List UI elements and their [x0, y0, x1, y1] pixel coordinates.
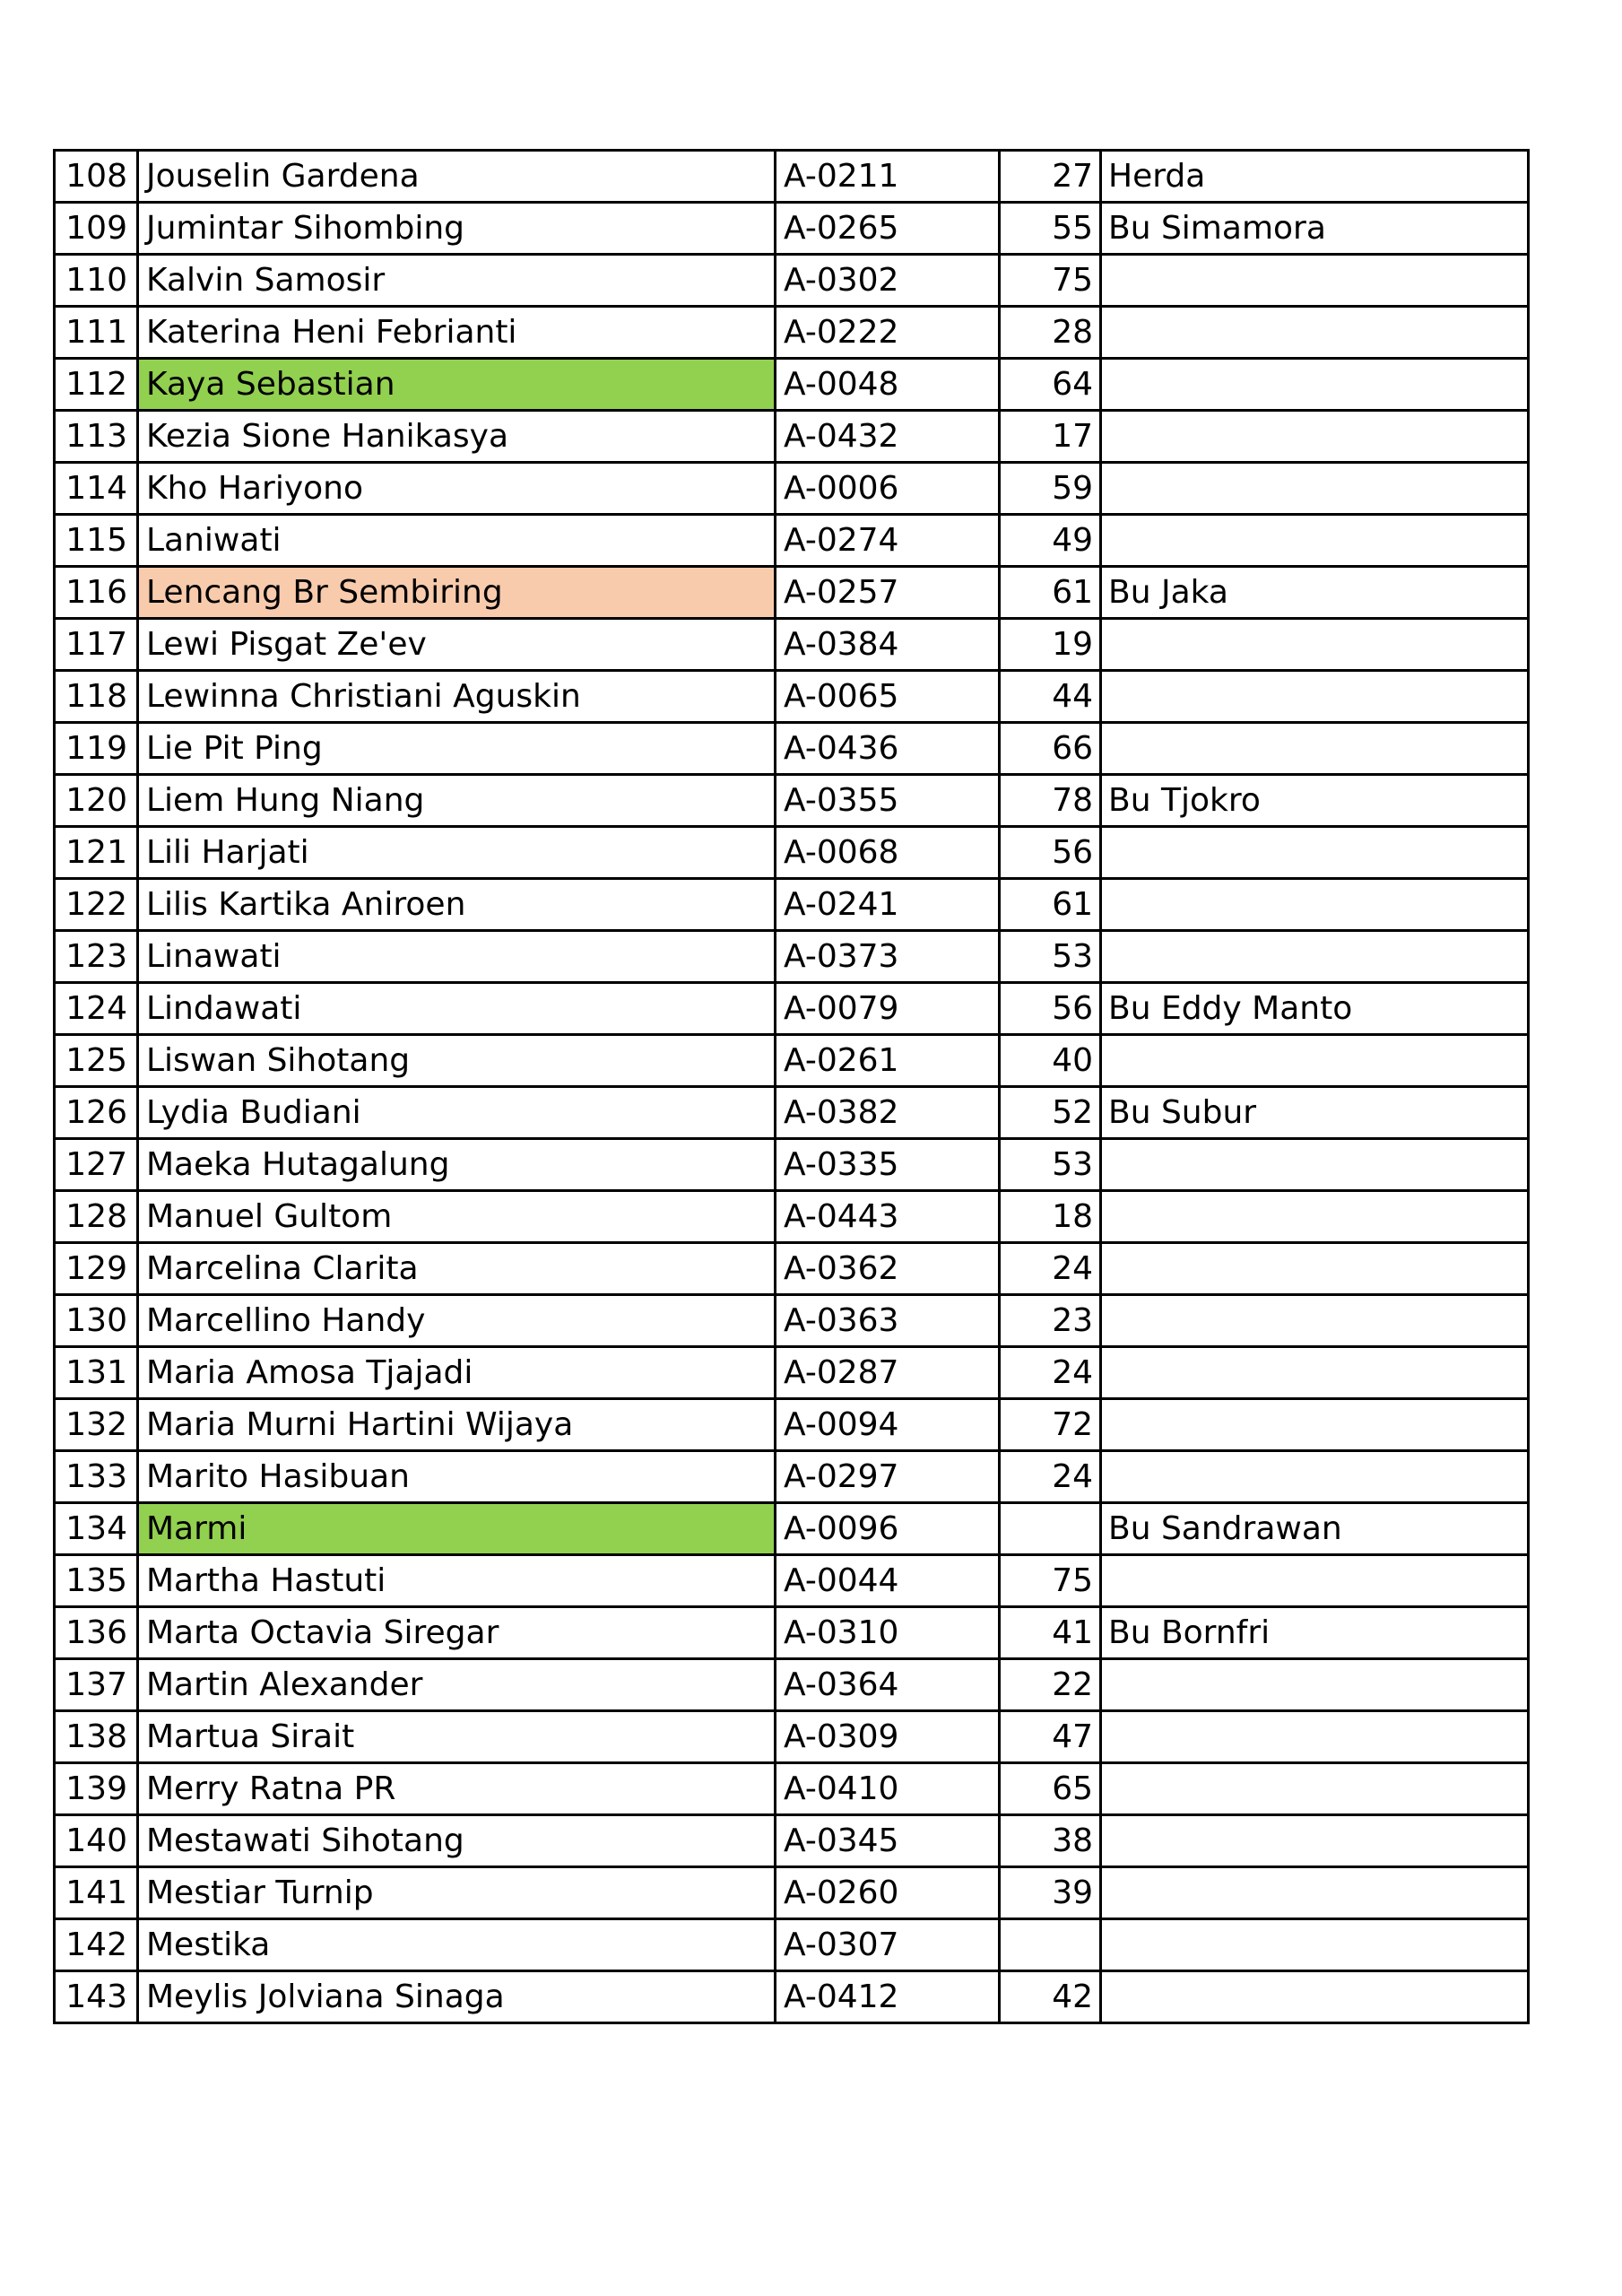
age-cell: 64	[1000, 359, 1101, 411]
name-cell: Meylis Jolviana Sinaga	[138, 1971, 776, 2023]
member-code-cell: A-0297	[776, 1451, 1000, 1503]
table-row	[55, 1763, 1529, 1815]
age-cell: 55	[1000, 203, 1101, 255]
table-row	[55, 1711, 1529, 1763]
name-cell: Mestika	[138, 1919, 776, 1971]
member-code-cell: A-0096	[776, 1503, 1000, 1555]
note-cell	[1101, 1971, 1529, 2023]
name-cell: Lie Pit Ping	[138, 723, 776, 775]
name-cell: Marito Hasibuan	[138, 1451, 776, 1503]
row-number-cell: 124	[55, 983, 138, 1035]
member-code-cell: A-0257	[776, 567, 1000, 619]
member-code-cell: A-0310	[776, 1607, 1000, 1659]
note-cell: Bu Eddy Manto	[1101, 983, 1529, 1035]
row-number-cell: 119	[55, 723, 138, 775]
table-row	[55, 827, 1529, 879]
name-cell: Maria Murni Hartini Wijaya	[138, 1399, 776, 1451]
member-code-cell: A-0382	[776, 1087, 1000, 1139]
row-number-cell: 140	[55, 1815, 138, 1867]
note-cell	[1101, 1035, 1529, 1087]
name-cell: Jumintar Sihombing	[138, 203, 776, 255]
member-code-cell: A-0261	[776, 1035, 1000, 1087]
age-cell: 24	[1000, 1347, 1101, 1399]
member-code-cell: A-0410	[776, 1763, 1000, 1815]
note-cell	[1101, 1763, 1529, 1815]
age-cell: 56	[1000, 827, 1101, 879]
member-code-cell: A-0309	[776, 1711, 1000, 1763]
age-cell: 65	[1000, 1763, 1101, 1815]
table-row	[55, 515, 1529, 567]
name-cell: Kezia Sione Hanikasya	[138, 411, 776, 463]
note-cell: Bu Subur	[1101, 1087, 1529, 1139]
row-number-cell: 138	[55, 1711, 138, 1763]
member-code-cell: A-0363	[776, 1295, 1000, 1347]
table-row	[55, 619, 1529, 671]
age-cell: 24	[1000, 1243, 1101, 1295]
age-cell: 23	[1000, 1295, 1101, 1347]
member-code-cell: A-0287	[776, 1347, 1000, 1399]
note-cell	[1101, 1555, 1529, 1607]
row-number-cell: 128	[55, 1191, 138, 1243]
table-row	[55, 1555, 1529, 1607]
member-code-cell: A-0373	[776, 931, 1000, 983]
row-number-cell: 133	[55, 1451, 138, 1503]
age-cell: 40	[1000, 1035, 1101, 1087]
member-code-cell: A-0222	[776, 307, 1000, 359]
row-number-cell: 110	[55, 255, 138, 307]
note-cell	[1101, 1347, 1529, 1399]
table-row	[55, 1035, 1529, 1087]
name-cell: Martha Hastuti	[138, 1555, 776, 1607]
note-cell	[1101, 619, 1529, 671]
row-number-cell: 123	[55, 931, 138, 983]
row-number-cell: 118	[55, 671, 138, 723]
note-cell: Bu Simamora	[1101, 203, 1529, 255]
table-row	[55, 151, 1529, 203]
member-code-cell: A-0384	[776, 619, 1000, 671]
table-row	[55, 723, 1529, 775]
table-row	[55, 255, 1529, 307]
age-cell: 42	[1000, 1971, 1101, 2023]
name-cell: Katerina Heni Febrianti	[138, 307, 776, 359]
member-code-cell: A-0432	[776, 411, 1000, 463]
row-number-cell: 115	[55, 515, 138, 567]
age-cell: 78	[1000, 775, 1101, 827]
row-number-cell: 126	[55, 1087, 138, 1139]
row-number-cell: 135	[55, 1555, 138, 1607]
note-cell	[1101, 827, 1529, 879]
table-row	[55, 1347, 1529, 1399]
note-cell: Bu Sandrawan	[1101, 1503, 1529, 1555]
table-row	[55, 567, 1529, 619]
table-row	[55, 671, 1529, 723]
note-cell: Herda	[1101, 151, 1529, 203]
table-row	[55, 1971, 1529, 2023]
name-cell: Mestawati Sihotang	[138, 1815, 776, 1867]
row-number-cell: 114	[55, 463, 138, 515]
age-cell	[1000, 1503, 1101, 1555]
table-row	[55, 1139, 1529, 1191]
row-number-cell: 143	[55, 1971, 138, 2023]
row-number-cell: 137	[55, 1659, 138, 1711]
note-cell	[1101, 1451, 1529, 1503]
member-code-cell: A-0044	[776, 1555, 1000, 1607]
table-row	[55, 1451, 1529, 1503]
member-code-cell: A-0307	[776, 1919, 1000, 1971]
note-cell	[1101, 359, 1529, 411]
member-code-cell: A-0443	[776, 1191, 1000, 1243]
age-cell: 44	[1000, 671, 1101, 723]
row-number-cell: 141	[55, 1867, 138, 1919]
name-cell: Lydia Budiani	[138, 1087, 776, 1139]
table-row	[55, 879, 1529, 931]
name-cell: Linawati	[138, 931, 776, 983]
table-row	[55, 1503, 1529, 1555]
name-cell: Martua Sirait	[138, 1711, 776, 1763]
member-code-cell: A-0436	[776, 723, 1000, 775]
member-code-cell: A-0335	[776, 1139, 1000, 1191]
table-row	[55, 307, 1529, 359]
age-cell: 53	[1000, 931, 1101, 983]
name-cell: Lencang Br Sembiring	[138, 567, 776, 619]
name-cell: Kho Hariyono	[138, 463, 776, 515]
note-cell	[1101, 1919, 1529, 1971]
name-cell: Mestiar Turnip	[138, 1867, 776, 1919]
age-cell: 53	[1000, 1139, 1101, 1191]
table-row	[55, 1399, 1529, 1451]
member-code-cell: A-0068	[776, 827, 1000, 879]
note-cell	[1101, 1191, 1529, 1243]
row-number-cell: 109	[55, 203, 138, 255]
row-number-cell: 112	[55, 359, 138, 411]
name-cell: Kaya Sebastian	[138, 359, 776, 411]
member-code-cell: A-0362	[776, 1243, 1000, 1295]
note-cell	[1101, 1815, 1529, 1867]
table-row	[55, 1659, 1529, 1711]
age-cell: 59	[1000, 463, 1101, 515]
table-row	[55, 983, 1529, 1035]
note-cell	[1101, 255, 1529, 307]
member-table	[53, 149, 1530, 2024]
age-cell: 22	[1000, 1659, 1101, 1711]
note-cell	[1101, 1867, 1529, 1919]
name-cell: Maeka Hutagalung	[138, 1139, 776, 1191]
age-cell: 47	[1000, 1711, 1101, 1763]
row-number-cell: 127	[55, 1139, 138, 1191]
note-cell	[1101, 1139, 1529, 1191]
row-number-cell: 136	[55, 1607, 138, 1659]
age-cell	[1000, 1919, 1101, 1971]
age-cell: 56	[1000, 983, 1101, 1035]
table-row	[55, 1191, 1529, 1243]
age-cell: 49	[1000, 515, 1101, 567]
note-cell	[1101, 931, 1529, 983]
member-table-body	[55, 151, 1529, 2023]
age-cell: 18	[1000, 1191, 1101, 1243]
name-cell: Lewinna Christiani Aguskin	[138, 671, 776, 723]
age-cell: 24	[1000, 1451, 1101, 1503]
table-row	[55, 1607, 1529, 1659]
note-cell	[1101, 1295, 1529, 1347]
name-cell: Martin Alexander	[138, 1659, 776, 1711]
note-cell	[1101, 1659, 1529, 1711]
table-row	[55, 775, 1529, 827]
note-cell	[1101, 307, 1529, 359]
row-number-cell: 131	[55, 1347, 138, 1399]
note-cell	[1101, 671, 1529, 723]
table-row	[55, 1815, 1529, 1867]
age-cell: 28	[1000, 307, 1101, 359]
row-number-cell: 113	[55, 411, 138, 463]
member-code-cell: A-0355	[776, 775, 1000, 827]
age-cell: 75	[1000, 255, 1101, 307]
name-cell: Liem Hung Niang	[138, 775, 776, 827]
row-number-cell: 117	[55, 619, 138, 671]
age-cell: 19	[1000, 619, 1101, 671]
member-code-cell: A-0048	[776, 359, 1000, 411]
age-cell: 39	[1000, 1867, 1101, 1919]
table-row	[55, 1919, 1529, 1971]
member-code-cell: A-0265	[776, 203, 1000, 255]
name-cell: Merry Ratna PR	[138, 1763, 776, 1815]
table-row	[55, 359, 1529, 411]
member-code-cell: A-0345	[776, 1815, 1000, 1867]
name-cell: Marta Octavia Siregar	[138, 1607, 776, 1659]
row-number-cell: 108	[55, 151, 138, 203]
row-number-cell: 116	[55, 567, 138, 619]
age-cell: 72	[1000, 1399, 1101, 1451]
age-cell: 52	[1000, 1087, 1101, 1139]
row-number-cell: 122	[55, 879, 138, 931]
name-cell: Laniwati	[138, 515, 776, 567]
note-cell	[1101, 879, 1529, 931]
note-cell: Bu Jaka	[1101, 567, 1529, 619]
note-cell	[1101, 1243, 1529, 1295]
age-cell: 61	[1000, 879, 1101, 931]
age-cell: 41	[1000, 1607, 1101, 1659]
age-cell: 75	[1000, 1555, 1101, 1607]
note-cell	[1101, 1399, 1529, 1451]
note-cell	[1101, 515, 1529, 567]
note-cell	[1101, 723, 1529, 775]
name-cell: Manuel Gultom	[138, 1191, 776, 1243]
member-code-cell: A-0006	[776, 463, 1000, 515]
row-number-cell: 134	[55, 1503, 138, 1555]
member-code-cell: A-0079	[776, 983, 1000, 1035]
row-number-cell: 125	[55, 1035, 138, 1087]
age-cell: 38	[1000, 1815, 1101, 1867]
member-code-cell: A-0260	[776, 1867, 1000, 1919]
note-cell	[1101, 463, 1529, 515]
table-row	[55, 463, 1529, 515]
name-cell: Lili Harjati	[138, 827, 776, 879]
member-code-cell: A-0274	[776, 515, 1000, 567]
member-code-cell: A-0302	[776, 255, 1000, 307]
name-cell: Lilis Kartika Aniroen	[138, 879, 776, 931]
member-code-cell: A-0211	[776, 151, 1000, 203]
age-cell: 17	[1000, 411, 1101, 463]
name-cell: Liswan Sihotang	[138, 1035, 776, 1087]
row-number-cell: 120	[55, 775, 138, 827]
member-code-cell: A-0241	[776, 879, 1000, 931]
table-row	[55, 411, 1529, 463]
age-cell: 61	[1000, 567, 1101, 619]
age-cell: 27	[1000, 151, 1101, 203]
member-code-cell: A-0364	[776, 1659, 1000, 1711]
table-row	[55, 1295, 1529, 1347]
row-number-cell: 129	[55, 1243, 138, 1295]
row-number-cell: 139	[55, 1763, 138, 1815]
table-row	[55, 931, 1529, 983]
age-cell: 66	[1000, 723, 1101, 775]
table-row	[55, 1087, 1529, 1139]
name-cell: Maria Amosa Tjajadi	[138, 1347, 776, 1399]
name-cell: Kalvin Samosir	[138, 255, 776, 307]
table-row	[55, 1243, 1529, 1295]
note-cell	[1101, 411, 1529, 463]
name-cell: Jouselin Gardena	[138, 151, 776, 203]
row-number-cell: 142	[55, 1919, 138, 1971]
name-cell: Marcelina Clarita	[138, 1243, 776, 1295]
name-cell: Lewi Pisgat Ze'ev	[138, 619, 776, 671]
row-number-cell: 130	[55, 1295, 138, 1347]
member-code-cell: A-0412	[776, 1971, 1000, 2023]
note-cell	[1101, 1711, 1529, 1763]
row-number-cell: 121	[55, 827, 138, 879]
name-cell: Marcellino Handy	[138, 1295, 776, 1347]
note-cell: Bu Bornfri	[1101, 1607, 1529, 1659]
member-code-cell: A-0065	[776, 671, 1000, 723]
table-row	[55, 203, 1529, 255]
table-row	[55, 1867, 1529, 1919]
name-cell: Lindawati	[138, 983, 776, 1035]
member-code-cell: A-0094	[776, 1399, 1000, 1451]
row-number-cell: 132	[55, 1399, 138, 1451]
note-cell: Bu Tjokro	[1101, 775, 1529, 827]
row-number-cell: 111	[55, 307, 138, 359]
name-cell: Marmi	[138, 1503, 776, 1555]
